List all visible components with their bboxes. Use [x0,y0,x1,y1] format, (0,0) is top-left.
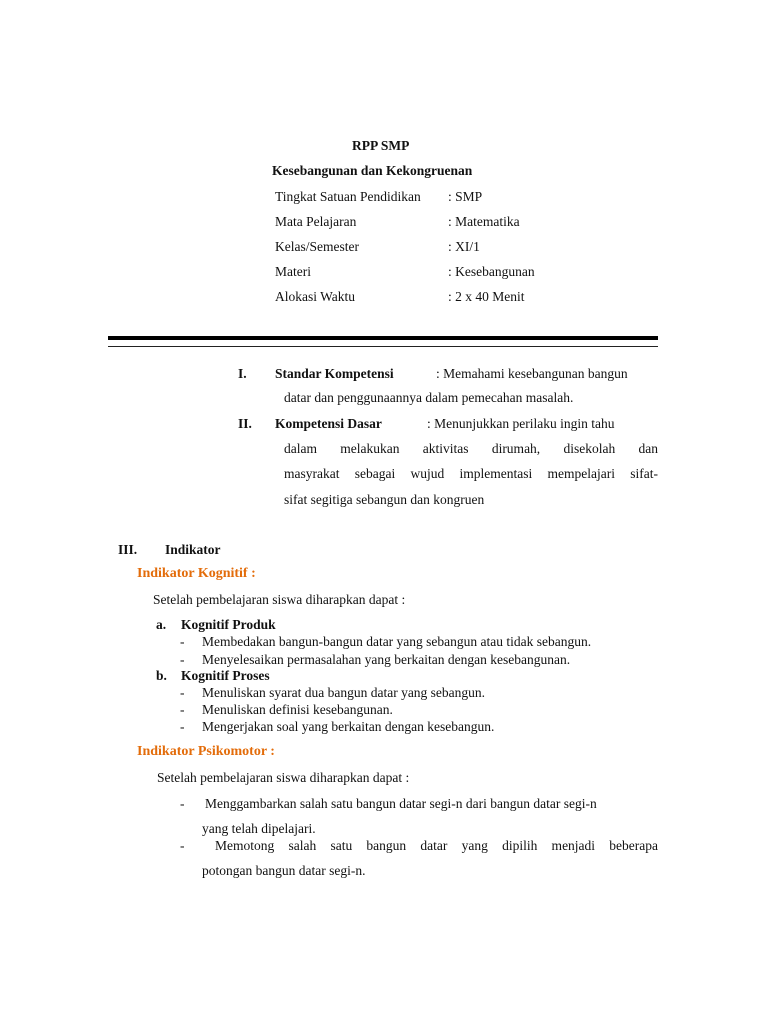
list-item: Menggambarkan salah satu bangun datar segi-n dari bangun datar segi-n [205,796,597,811]
list-item: Menyelesaikan permasalahan yang berkaitan dengan kesebangunan. [202,652,571,667]
section-text: : Memahami kesebangunan bangun [436,366,628,381]
section-text: dalam melakukan aktivitas dirumah, disekolah dan [284,441,658,456]
section-heading: Kompetensi Dasar [275,416,382,431]
section-number: III. [118,542,138,557]
section-text: datar dan penggunaannya dalam pemecahan masalah. [284,390,574,405]
list-item: Mengerjakan soal yang berkaitan dengan kesebangun. [202,719,495,734]
psikomotor-heading: Indikator Psikomotor : [137,744,275,759]
section-text: masyrakat sebagai wujud implementasi mempelajari sifat- [284,466,658,481]
identity-label: Alokasi Waktu [275,289,356,304]
identity-value: : Kesebangunan [448,264,535,279]
kognitif-produk-heading: Kognitif Produk [181,617,276,632]
list-item: yang telah dipelajari. [202,821,316,836]
identity-label: Kelas/Semester [275,239,359,254]
list-item: Menuliskan syarat dua bangun datar yang sebangun. [202,685,486,700]
list-item: Menuliskan definisi kesebangunan. [202,702,393,717]
bullet-dash: - [180,702,185,717]
section-number: II. [238,416,252,431]
bullet-dash: - [180,838,185,853]
identity-value: : SMP [448,189,483,204]
identity-value: : XI/1 [448,239,480,254]
document-title: RPP SMP [352,138,410,153]
list-label: b. [156,668,167,683]
section-number: I. [238,366,247,381]
kognitif-proses-heading: Kognitif Proses [181,668,270,683]
divider-thin [108,346,658,347]
identity-label: Mata Pelajaran [275,214,357,229]
divider-thick [108,336,658,340]
section-text: : Menunjukkan perilaku ingin tahu [427,416,615,431]
bullet-dash: - [180,634,185,649]
document-subtitle: Kesebangunan dan Kekongruenan [272,163,473,178]
identity-label: Materi [275,264,311,279]
list-label: a. [156,617,167,632]
section-text: sifat segitiga sebangun dan kongruen [284,492,485,507]
bullet-dash: - [180,685,185,700]
bullet-dash: - [180,652,185,667]
bullet-dash: - [180,719,185,734]
psikomotor-intro: Setelah pembelajaran siswa diharapkan dapat : [157,770,410,785]
kognitif-intro: Setelah pembelajaran siswa diharapkan dapat : [153,592,406,607]
section-heading: Indikator [165,542,221,557]
identity-value: : 2 x 40 Menit [448,289,525,304]
identity-value: : Matematika [448,214,520,229]
kognitif-heading: Indikator Kognitif : [137,566,256,581]
section-heading: Standar Kompetensi [275,366,394,381]
list-item: potongan bangun datar segi-n. [202,863,366,878]
list-item: Membedakan bangun-bangun datar yang sebangun atau tidak sebangun. [202,634,592,649]
bullet-dash: - [180,796,185,811]
list-item: Memotong salah satu bangun datar yang dipilih menjadi beberapa [215,838,658,853]
identity-label: Tingkat Satuan Pendidikan [275,189,421,204]
